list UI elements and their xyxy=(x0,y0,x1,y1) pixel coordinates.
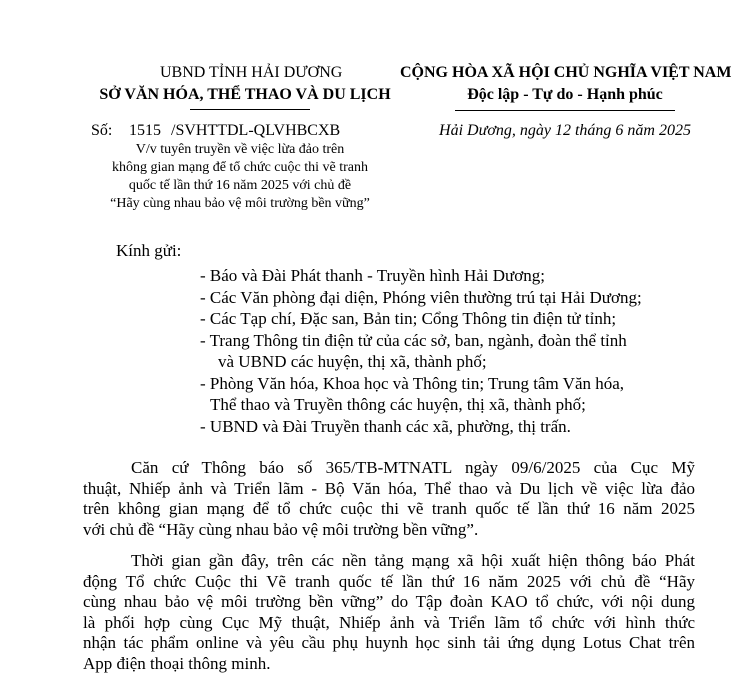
issuing-authority: UBND TỈNH HẢI DƯƠNG xyxy=(160,64,343,81)
motto-underline xyxy=(455,110,675,111)
paragraph-line: trên không gian mạng để tổ chức cuộc thi vẽ tranh quốc tế lần thứ 16 năm 2025 xyxy=(83,499,695,518)
document-number-value: 1515 xyxy=(129,122,161,139)
subject-line: “Hãy cùng nhau bảo vệ môi trường bền vững” xyxy=(110,196,370,211)
body-paragraph-2 xyxy=(83,551,695,674)
document-subject xyxy=(40,141,440,213)
paragraph-line: cùng nhau bảo vệ môi trường bền vững” do Tập đoàn KAO tổ chức, với nội dung xyxy=(83,592,695,611)
paragraph-line: nhận tác phẩm online và yêu cầu phụ huynh học sinh tải ứng dụng Lotus Chat trên xyxy=(83,633,695,652)
recipient-item: - Phòng Văn hóa, Khoa học và Thông tin; Trung tâm Văn hóa, xyxy=(200,373,625,393)
paragraph-line: thuật, Nhiếp ảnh và Triển lãm - Bộ Văn hóa, Thể thao và Du lịch về việc lừa đảo xyxy=(83,478,695,498)
body-paragraph-1 xyxy=(83,458,695,540)
document-number-code: /SVHTTDL-QLVHBCXB xyxy=(171,122,341,139)
document-date: Hải Dương, ngày 12 tháng 6 năm 2025 xyxy=(439,122,691,139)
subject-line: không gian mạng để tổ chức cuộc thi vẽ tranh xyxy=(111,160,368,175)
document-number xyxy=(91,122,340,140)
subject-line: quốc tế lần thứ 16 năm 2025 với chủ đề xyxy=(128,178,352,193)
recipient-item: - Báo và Đài Phát thanh - Truyền hình Hải Dương; xyxy=(200,266,545,285)
department-underline xyxy=(190,109,310,110)
recipient-item: - Các Tạp chí, Đặc san, Bản tin; Cổng Thông tin điện tử tỉnh; xyxy=(200,309,617,328)
national-title: CỘNG HÒA XÃ HỘI CHỦ NGHĨA VIỆT NAM xyxy=(400,64,732,81)
paragraph-line: là phối hợp cùng Cục Mỹ thuật, Nhiếp ảnh và Triển lãm tổ chức với hình thức xyxy=(83,612,695,632)
issuing-department: SỞ VĂN HÓA, THỂ THAO VÀ DU LỊCH xyxy=(99,86,391,103)
paragraph-line: động Tổ chức Cuộc thi Vẽ tranh quốc tế lần thứ 16 năm 2025 với chủ đề “Hãy xyxy=(83,571,695,591)
paragraph-line: với chủ đề “Hãy cùng nhau bảo vệ môi trường bền vững”. xyxy=(83,519,479,539)
recipient-list xyxy=(200,265,642,437)
subject-line: V/v tuyên truyền về việc lừa đảo trên xyxy=(135,142,345,157)
paragraph-line: App điện thoại thông minh. xyxy=(83,653,271,673)
greeting: Kính gửi: xyxy=(116,241,182,260)
recipient-item-continued: Thể thao và Truyền thông các huyện, thị xã, thành phố; xyxy=(210,395,586,414)
document-number-label: Số: xyxy=(91,122,113,139)
recipient-item: - Trang Thông tin điện tử của các sở, ban, ngành, đoàn thể tỉnh xyxy=(200,330,627,350)
recipient-item-continued: và UBND các huyện, thị xã, thành phố; xyxy=(218,352,487,371)
recipient-item: - UBND và Đài Truyền thanh các xã, phường, thị trấn. xyxy=(200,416,571,436)
paragraph-line: Thời gian gần đây, trên các nền tảng mạng xã hội xuất hiện thông báo Phát xyxy=(131,551,695,570)
national-motto: Độc lập - Tự do - Hạnh phúc xyxy=(467,86,663,103)
recipient-item: - Các Văn phòng đại diện, Phóng viên thường trú tại Hải Dương; xyxy=(200,287,642,307)
paragraph-line: Căn cứ Thông báo số 365/TB-MTNATL ngày 09/6/2025 của Cục Mỹ xyxy=(131,458,695,477)
